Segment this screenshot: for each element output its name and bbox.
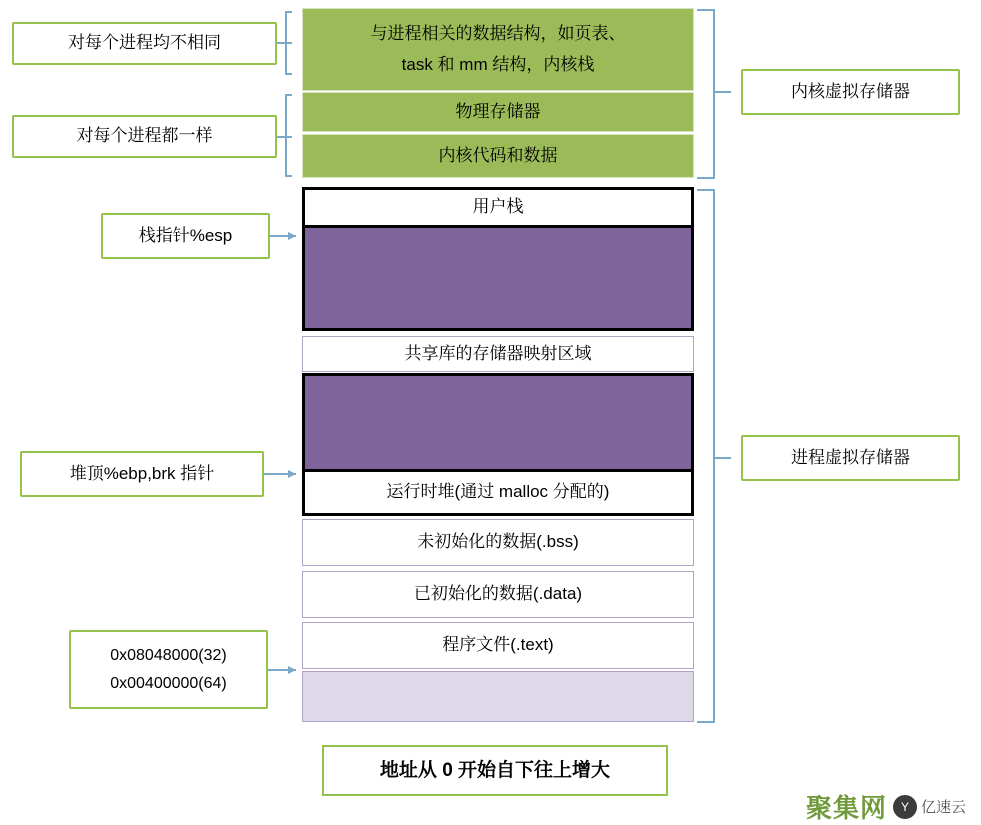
callout-per-process-diff-label: 对每个进程均不相同 bbox=[68, 33, 221, 53]
block-user-stack-label: 用户栈 bbox=[472, 197, 524, 217]
label-kernel-virtual-memory bbox=[741, 69, 960, 115]
block-user-stack bbox=[302, 187, 694, 228]
block-text-segment bbox=[302, 622, 694, 669]
block-shared-lib-mmap bbox=[302, 336, 694, 372]
label-process-virtual-memory bbox=[741, 435, 960, 481]
block-bss-segment-label: 未初始化的数据(.bss) bbox=[417, 532, 579, 552]
callout-stack-pointer-label: 栈指针%esp bbox=[138, 225, 233, 245]
block-text-segment-label: 程序文件(.text) bbox=[442, 635, 554, 655]
block-data-segment bbox=[302, 571, 694, 618]
label-process-virtual-memory-text: 进程虚拟存储器 bbox=[791, 447, 910, 467]
watermark bbox=[806, 788, 966, 825]
callout-per-process-same-label: 对每个进程都一样 bbox=[76, 126, 213, 146]
block-kernel-data-structs bbox=[302, 8, 694, 91]
block-shared-lib-mmap-label: 共享库的存储器映射区域 bbox=[404, 343, 592, 363]
watermark-text: 聚集网 bbox=[806, 793, 888, 823]
label-kernel-virtual-memory-text: 内核虚拟存储器 bbox=[791, 81, 910, 101]
block-reserved-low-region bbox=[302, 671, 694, 722]
diagram-caption-text: 地址从 0 开始自下往上增大 bbox=[379, 759, 611, 781]
block-physical-memory-label: 物理存储器 bbox=[455, 101, 541, 121]
block-runtime-heap-label: 运行时堆(通过 malloc 分配的) bbox=[386, 482, 610, 502]
callout-base-address-line2: 0x00400000(64) bbox=[110, 674, 227, 692]
block-kernel-code-data-label: 内核代码和数据 bbox=[438, 145, 558, 165]
watermark-logo-icon: Y bbox=[893, 795, 917, 819]
block-runtime-heap bbox=[302, 472, 694, 516]
block-stack-growth-region bbox=[302, 228, 694, 331]
callout-per-process-diff bbox=[12, 22, 277, 65]
callout-heap-top-label: 堆顶%ebp,brk 指针 bbox=[69, 463, 215, 483]
block-kernel-code-data bbox=[302, 134, 694, 178]
watermark-sub: 亿速云 bbox=[921, 799, 967, 816]
block-bss-segment bbox=[302, 519, 694, 566]
block-physical-memory bbox=[302, 92, 694, 132]
block-kernel-data-structs-line2: task 和 mm 结构，内核栈 bbox=[401, 54, 595, 74]
block-heap-growth-region bbox=[302, 373, 694, 472]
block-data-segment-label: 已初始化的数据(.data) bbox=[413, 584, 583, 604]
callout-heap-top bbox=[20, 451, 264, 497]
callout-stack-pointer bbox=[101, 213, 270, 259]
callout-base-address bbox=[69, 630, 268, 709]
diagram-caption bbox=[322, 745, 668, 796]
callout-per-process-same bbox=[12, 115, 277, 158]
callout-base-address-line1: 0x08048000(32) bbox=[110, 646, 227, 664]
block-kernel-data-structs-line1: 与进程相关的数据结构，如页表、 bbox=[370, 23, 626, 43]
watermark-badge bbox=[893, 795, 966, 819]
